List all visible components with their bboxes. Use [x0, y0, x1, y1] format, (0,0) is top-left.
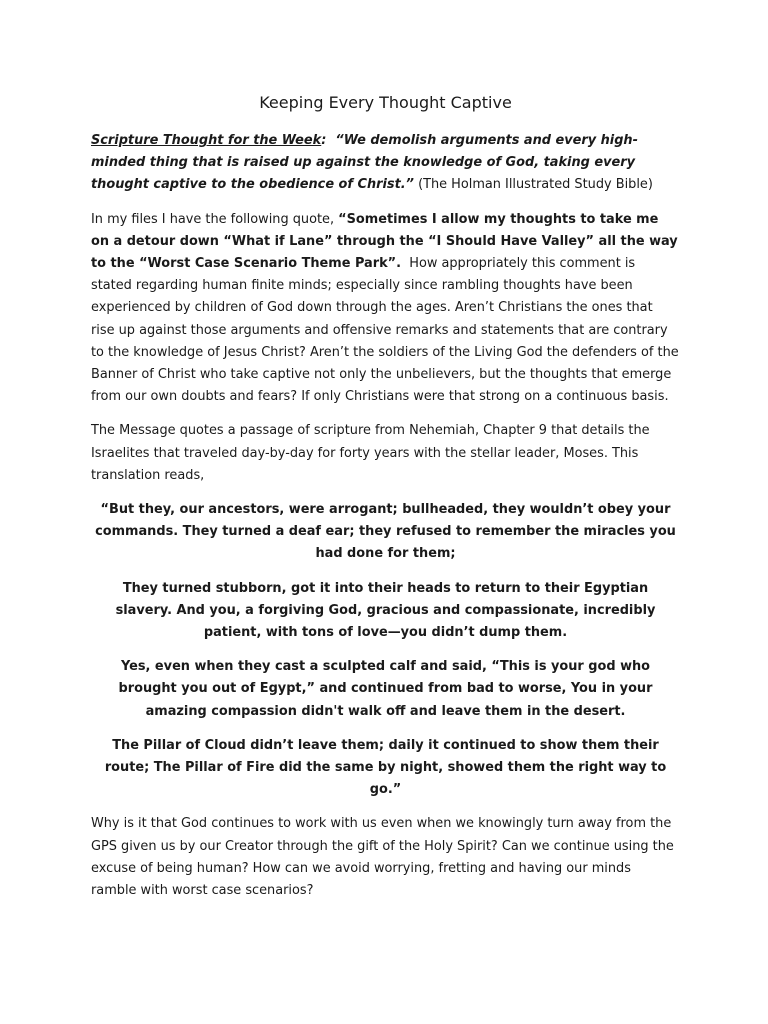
scripture-quote: “We demolish arguments and every high-minded thing that is raised up against the knowledge of God, taking every thought captive to the obedience of Christ.” [91, 133, 638, 193]
scripture-label: Scripture Thought for the Week [91, 133, 322, 148]
message-paragraph: The Message quotes a passage of scripture from Nehemiah, Chapter 9 that details the Israelites that traveled day-by-day for forty years with the stellar leader, Moses. This translation reads, [91, 423, 650, 483]
scripture-paragraph [91, 130, 680, 197]
scripture-colon: : [321, 133, 327, 148]
intro-paragraph [91, 209, 680, 409]
intro-lead: In my files I have the following quote, [91, 211, 339, 227]
nehemiah-quote-4: The Pillar of Cloud didn’t leave them; daily it continued to show them their route; The Pillar of Fire did the same by night, showed them the right way to go.” [104, 737, 667, 798]
files-quote: “Sometimes I allow my thoughts to take me on a detour down “What if Lane” through the “I Should Have Valley” all the way to the “Worst Case Scenario Theme Park”. [91, 211, 678, 272]
scripture-source: (The Holman Illustrated Study Bible) [418, 177, 653, 193]
nehemiah-quote-3: Yes, even when they cast a sculpted calf and said, “This is your god who brought you out of Egypt,” and continued from bad to worse, You in your amazing compassion didn't walk off and leave them in the desert. [118, 659, 653, 719]
nehemiah-quote-2: They turned stubborn, got it into their heads to return to their Egyptian slavery. And you, a forgiving God, gracious and compassionate, incredibly patient, with tons of love—you didn’t dump them. [115, 580, 656, 641]
intro-body: How appropriately this comment is stated regarding human finite minds; especially since rambling thoughts have been experienced by children of God down through the ages. Aren’t Christians the ones that rise up against those arguments and offensive remarks and statements that are contrary to the knowledge of Jesus Christ? Aren’t the soldiers of the Living God the defenders of the Banner of Christ who take captive not only the unbelievers, but the thoughts that emerge from our own doubts and fears? If only Christians were that strong on a continuous basis. [91, 256, 679, 405]
nehemiah-quote-1: “But they, our ancestors, were arrogant; bullheaded, they wouldn’t obey your commands. They turned a deaf ear; they refused to remember the miracles you had done for them; [95, 502, 676, 562]
page-title: Keeping Every Thought Captive [259, 93, 512, 112]
closing-paragraph: Why is it that God continues to work with us even when we knowingly turn away from the GPS given us by our Creator through the gift of the Holy Spirit? Can we continue using the excuse of being human? How can we avoid worrying, fretting and having our minds ramble with worst case scenarios? [91, 816, 674, 899]
